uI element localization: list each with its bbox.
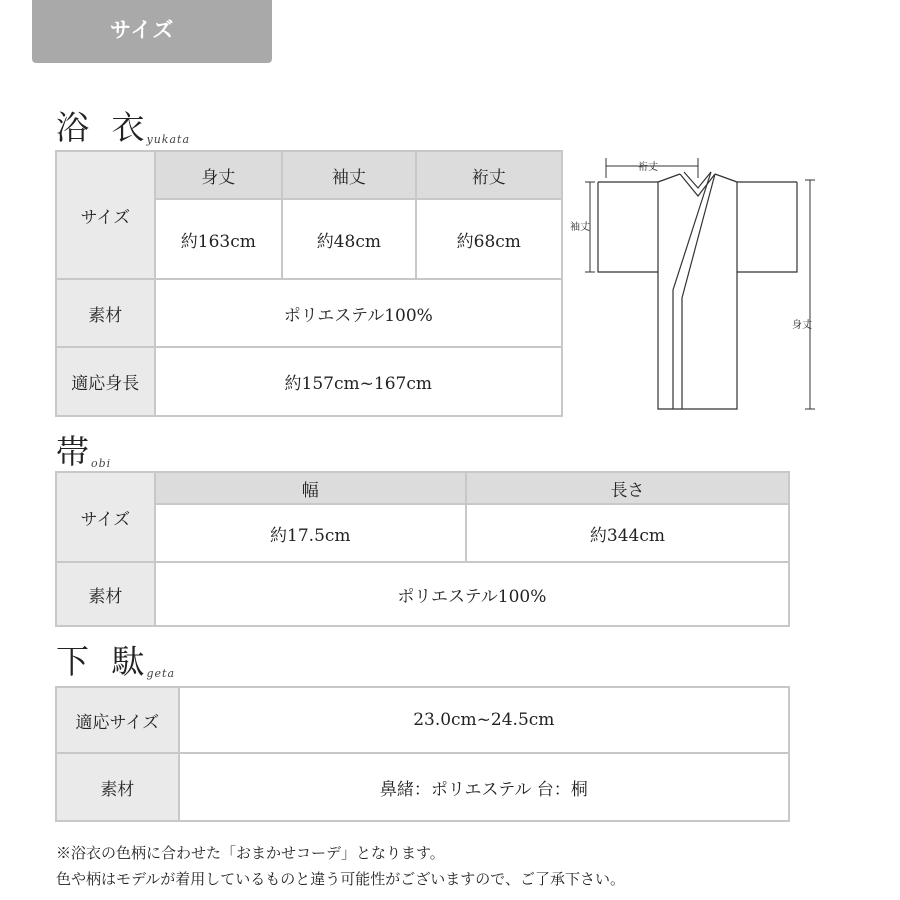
geta-material-label: 素材 [56, 753, 179, 821]
yukata-size-sodetake: 約48cm [282, 199, 415, 279]
yukata-body [658, 182, 737, 409]
label-mitake: 身丈 [792, 320, 812, 331]
obi-size-length: 約344cm [466, 504, 789, 562]
obi-material-label: 素材 [56, 562, 155, 626]
yukata-header-yukitake: 裄丈 [416, 151, 562, 199]
yukata-height-label: 適応身長 [56, 347, 155, 416]
geta-table [55, 686, 790, 822]
note-line-2: 色や柄はモデルが着用しているものと違う可能性がございますので、ご了承下さい。 [56, 870, 625, 888]
obi-header-length: 長さ [466, 472, 789, 504]
obi-subtitle: obi [91, 457, 112, 470]
geta-subtitle: geta [146, 667, 176, 680]
obi-size-label: サイズ [56, 472, 155, 562]
geta-size: 23.0cm~24.5cm [179, 687, 789, 753]
yukata-subtitle: yukata [146, 133, 191, 146]
label-yukitake: 裄丈 [638, 162, 658, 173]
label-sodetake: 袖丈 [570, 222, 590, 233]
geta-heading [56, 636, 175, 683]
size-tab[interactable] [32, 0, 272, 63]
yukata-size-yukitake: 約68cm [416, 199, 562, 279]
yukata-diagram [570, 150, 820, 420]
obi-material: ポリエステル100% [155, 562, 789, 626]
yukata-table [55, 150, 563, 417]
yukata-size-label: サイズ [56, 151, 155, 279]
size-tab-label: サイズ [110, 18, 175, 42]
yukata-height: 約157cm~167cm [155, 347, 562, 416]
yukata-title: 浴 衣 [56, 108, 151, 147]
left-sleeve [598, 182, 658, 272]
right-sleeve [737, 182, 797, 272]
obi-heading [56, 426, 111, 473]
obi-header-width: 幅 [155, 472, 466, 504]
geta-material: 鼻緒：ポリエステル 台：桐 [179, 753, 789, 821]
obi-title: 帯 [56, 432, 95, 471]
geta-size-label: 適応サイズ [56, 687, 179, 753]
note-line-1: ※浴衣の色柄に合わせた「おまかせコーデ」となります。 [56, 844, 445, 862]
geta-title: 下 駄 [56, 642, 151, 681]
obi-size-width: 約17.5cm [155, 504, 466, 562]
yukata-material-label: 素材 [56, 279, 155, 347]
yukata-material: ポリエステル100% [155, 279, 562, 347]
mitake-measure [805, 180, 815, 409]
obi-table [55, 471, 790, 627]
yukata-header-mitake: 身丈 [155, 151, 283, 199]
yukata-header-sodetake: 袖丈 [282, 151, 415, 199]
yukata-size-mitake: 約163cm [155, 199, 283, 279]
yukata-heading [56, 102, 190, 149]
